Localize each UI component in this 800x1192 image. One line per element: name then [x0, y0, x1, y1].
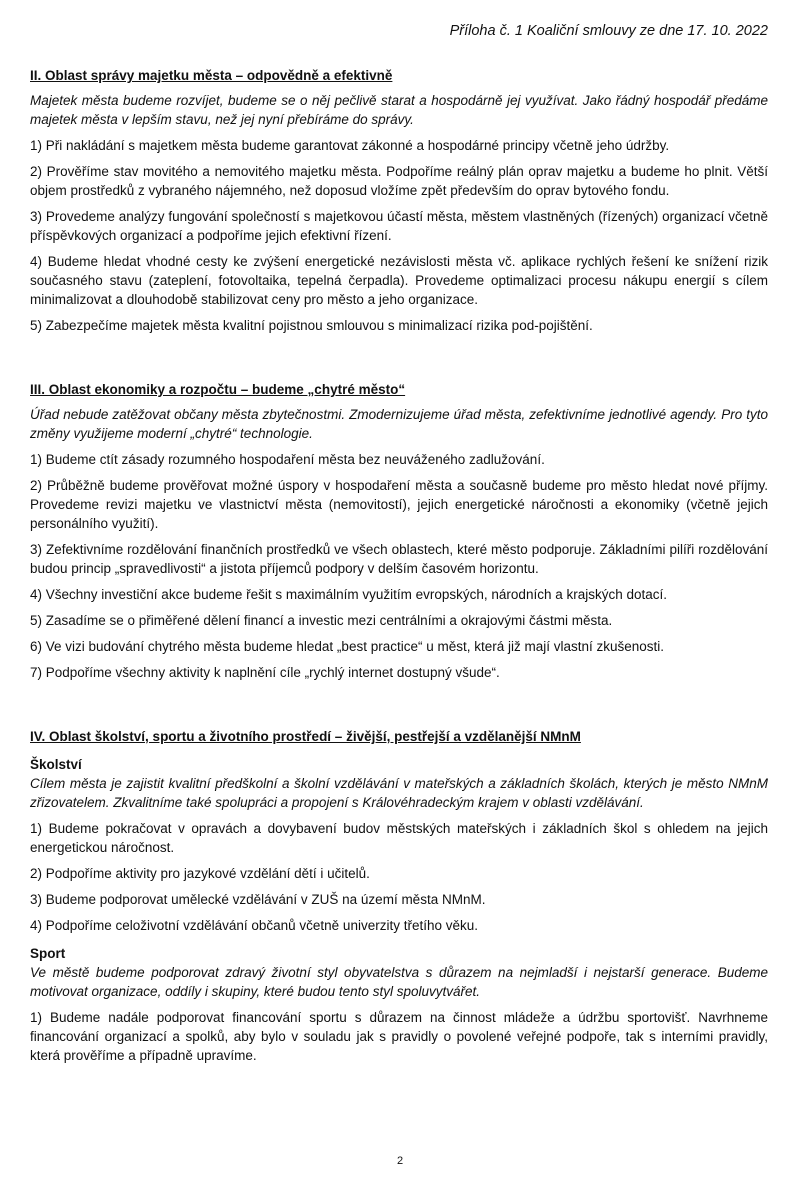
section-property-management: [30, 67, 768, 342]
list-item: 5) Zasadíme se o přiměřené dělení financí a investic mezi centrálními a okrajovými částmi města.: [30, 613, 613, 628]
list-item: 1) Budeme pokračovat v opravách a dovybavení budov městských mateřských i základních škol s ohledem na jejich energetickou náročnost.: [30, 821, 768, 855]
subsection-intro: Cílem města je zajistit kvalitní předškolní a školní vzdělávání v mateřských a základních školách, kterých je město NMnM zřizovatelem. Zkvalitníme také spolupráci a propojení s Královéhradeckým krajem v oblasti vzdělávání.: [30, 776, 768, 810]
document-header: Příloha č. 1 Koaliční smlouvy ze dne 17. 10. 2022: [449, 23, 768, 39]
list-item: 4) Všechny investiční akce budeme řešit s maximálním využitím evropských, národních a krajských dotací.: [30, 587, 668, 602]
list-item: 1) Budeme ctít zásady rozumného hospodaření města bez neuváženého zadlužování.: [30, 452, 545, 467]
section-intro: Majetek města budeme rozvíjet, budeme se o něj pečlivě starat a hospodárně jej využívat. Jako řádný hospodář předáme majetek města v lepším stavu, než jej nyní přebíráme do správy.: [30, 93, 768, 127]
subsection-title-sport: Sport: [30, 946, 66, 961]
list-item: 2) Průběžně budeme prověřovat možné úspory v hospodaření města a současně budeme pro město hledat nové příjmy. Provedeme revizi majetku ve vlastnictví města (nemovitostí), jejich energetické náročnosti a ekonomiky (včetně jejich personálního využití).: [30, 478, 768, 531]
list-item: 2) Prověříme stav movitého a nemovitého majetku města. Podpoříme reálný plán oprav majetku a budeme ho plnit. Větší objem prostředků z vybraného nájemného, než doposud vložíme zpět především do oprav bytového fondu.: [30, 164, 768, 198]
section-intro: Úřad nebude zatěžovat občany města zbytečnostmi. Zmodernizujeme úřad města, zefektivníme jednotlivé agendy. Pro tyto změny využijeme moderní „chytré“ technologie.: [30, 407, 768, 441]
list-item: 4) Budeme hledat vhodné cesty ke zvýšení energetické nezávislosti města vč. aplikace rychlých řešení ke snížení rizik současného stavu (zateplení, fotovoltaika, tepelná čerpadla). Provedeme optimalizaci procesu nákupu energií s cílem minimalizovat a dlouhodobě stabilizovat ceny pro město a jeho organizace.: [30, 254, 768, 307]
section-title: III. Oblast ekonomiky a rozpočtu – budeme „chytré město“: [30, 382, 406, 397]
section-economy-budget: [30, 381, 768, 689]
list-item: 3) Budeme podporovat umělecké vzdělávání v ZUŠ na území města NMnM.: [30, 892, 486, 907]
list-item: 2) Podpoříme aktivity pro jazykové vzdělání dětí i učitelů.: [30, 866, 370, 881]
list-item: 5) Zabezpečíme majetek města kvalitní pojistnou smlouvou s minimalizací rizika pod-pojištění.: [30, 318, 593, 333]
list-item: 3) Provedeme analýzy fungování společností s majetkovou účastí města, městem vlastněných (řízených) organizací včetně příspěvkových organizací a podpoříme jejich efektivní řízení.: [30, 209, 768, 243]
list-item: 1) Budeme nadále podporovat financování sportu s důrazem na činnost mládeže a údržbu sportovišť. Navrhneme financování organizací a spolků, aby bylo v souladu jak s pravidly o povolené veřejné podpoře, tak s interními pravidly, která prověříme a případně upravíme.: [30, 1010, 768, 1063]
list-item: 3) Zefektivníme rozdělování finančních prostředků ve všech oblastech, které město podporuje. Základními pilíři rozdělování budou princip „spravedlivosti“ a jistota příjemců podpory v delším časovém horizontu.: [30, 542, 768, 576]
list-item: 1) Při nakládání s majetkem města budeme garantovat zákonné a hospodárné principy včetně jeho údržby.: [30, 138, 670, 153]
section-education-sport-environment: [30, 728, 768, 1072]
section-title: II. Oblast správy majetku města – odpovědně a efektivně: [30, 68, 393, 83]
section-title: IV. Oblast školství, sportu a životního prostředí – živější, pestřejší a vzdělanější NMnM: [30, 729, 581, 744]
list-item: 4) Podpoříme celoživotní vzdělávání občanů včetně univerzity třetího věku.: [30, 918, 478, 933]
subsection-title-education: Školství: [30, 757, 82, 772]
list-item: 6) Ve vizi budování chytrého města budeme hledat „best practice“ u měst, která již mají vlastní zkušenosti.: [30, 639, 665, 654]
subsection-intro: Ve městě budeme podporovat zdravý životní styl obyvatelstva s důrazem na nejmladší i nejstarší generace. Budeme motivovat organizace, oddíly i skupiny, které budou tento styl spoluvytvářet.: [30, 965, 768, 999]
list-item: 7) Podpoříme všechny aktivity k naplnění cíle „rychlý internet dostupný všude“.: [30, 665, 500, 680]
page-number: 2: [396, 1155, 404, 1167]
